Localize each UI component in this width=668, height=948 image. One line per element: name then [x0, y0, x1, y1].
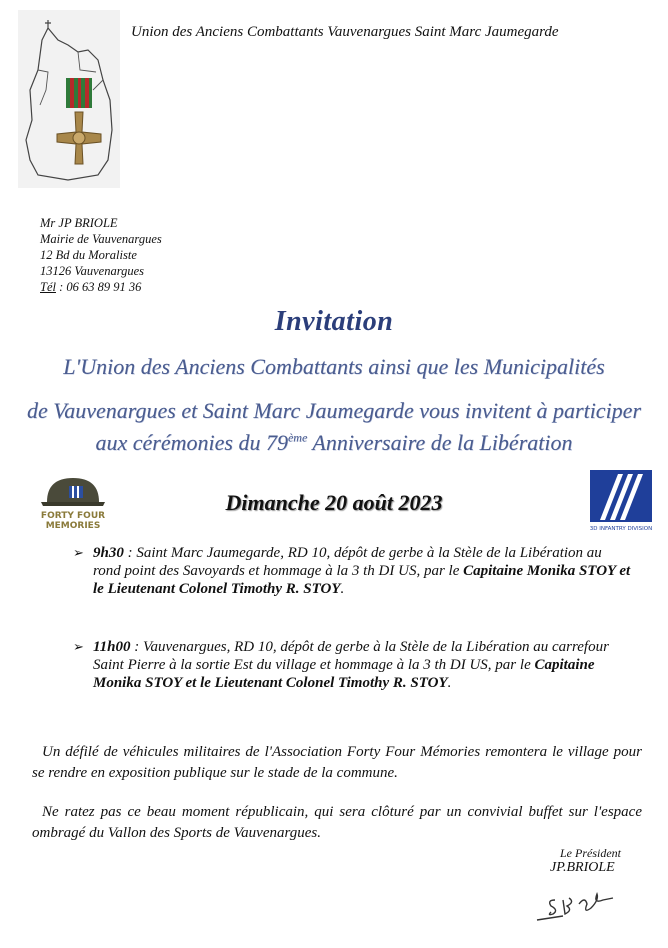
division-caption: 3D INFANTRY DIVISION: [590, 526, 652, 532]
event-date: Dimanche 20 août 2023: [225, 490, 443, 515]
phone-label: Tél: [40, 280, 56, 294]
arrow-bullet-icon: ➢: [73, 545, 84, 560]
invitation-line-2: de Vauvenargues et Saint Marc Jaumegarde vous invitent à participer: [26, 398, 642, 423]
sender-line3: 13126 Vauvenargues: [40, 264, 145, 278]
phone-value: : 06 63 89 91 36: [55, 280, 142, 294]
buffet-paragraph: Ne ratez pas ce beau moment républicain, qui sera clôturé par un convivial buffet sur l'espace ombragé du Vallon des Sports de Vauvenargues.: [32, 804, 642, 841]
program-time-1: 9h30: [93, 545, 124, 561]
line3-sup: ème: [287, 430, 308, 445]
program-item-1: [73, 544, 633, 598]
parade-paragraph: Un défilé de véhicules militaires de l'Association Forty Four Mémories remontera le village pour se rendre en exposition publique sur le stade de la commune.: [32, 744, 642, 781]
invitation-line-1: L'Union des Anciens Combattants ainsi que les Municipalités: [63, 354, 605, 379]
sender-line2: 12 Bd du Moraliste: [40, 248, 137, 262]
line3-post: Anniversaire de la Libération: [307, 430, 573, 455]
sender-phone: [40, 279, 162, 295]
program-officers-2: Capitaine Monika STOY et le Lieutenant Colonel Timothy R. STOY: [93, 657, 595, 691]
arrow-bullet-icon: ➢: [73, 639, 84, 654]
ffm-text-2: MEMORIES: [45, 521, 101, 531]
handwritten-signature: [533, 886, 633, 926]
program-text-1: : Saint Marc Jaumegarde, RD 10, dépôt de gerbe à la Stèle de la Libération au rond point des Savoyards et hommage à la 3 th DI US, par le: [93, 545, 602, 579]
signature-role: Le Président: [560, 846, 621, 860]
program-text-2: : Vauvenargues, RD 10, dépôt de gerbe à la Stèle de la Libération au carrefour Saint Pierre à la sortie Est du village et hommage à la 3 th DI US, par le: [93, 639, 609, 673]
sender-address: [40, 215, 162, 295]
sender-name: Mr JP BRIOLE: [40, 216, 118, 230]
croix-de-guerre-emblem: [18, 10, 120, 188]
program-end-2: .: [447, 675, 452, 691]
program-officers-1: Capitaine Monika STOY et le Lieutenant Colonel Timothy R. STOY: [93, 563, 631, 597]
invitation-line-3: [0, 430, 668, 456]
ffm-text-1: FORTY FOUR: [40, 511, 106, 521]
third-infantry-division-logo: [590, 470, 652, 532]
line3-pre: aux cérémonies du 79: [95, 430, 288, 455]
organization-title: Union des Anciens Combattants Vauvenargues Saint Marc Jaumegarde: [131, 24, 559, 40]
invitation-title: Invitation: [274, 306, 394, 337]
signature-name: JP.BRIOLE: [550, 860, 615, 875]
program-end-1: .: [340, 581, 345, 597]
sender-line1: Mairie de Vauvenargues: [40, 232, 162, 246]
program-time-2: 11h00: [93, 639, 131, 655]
program-item-2: [73, 638, 633, 692]
